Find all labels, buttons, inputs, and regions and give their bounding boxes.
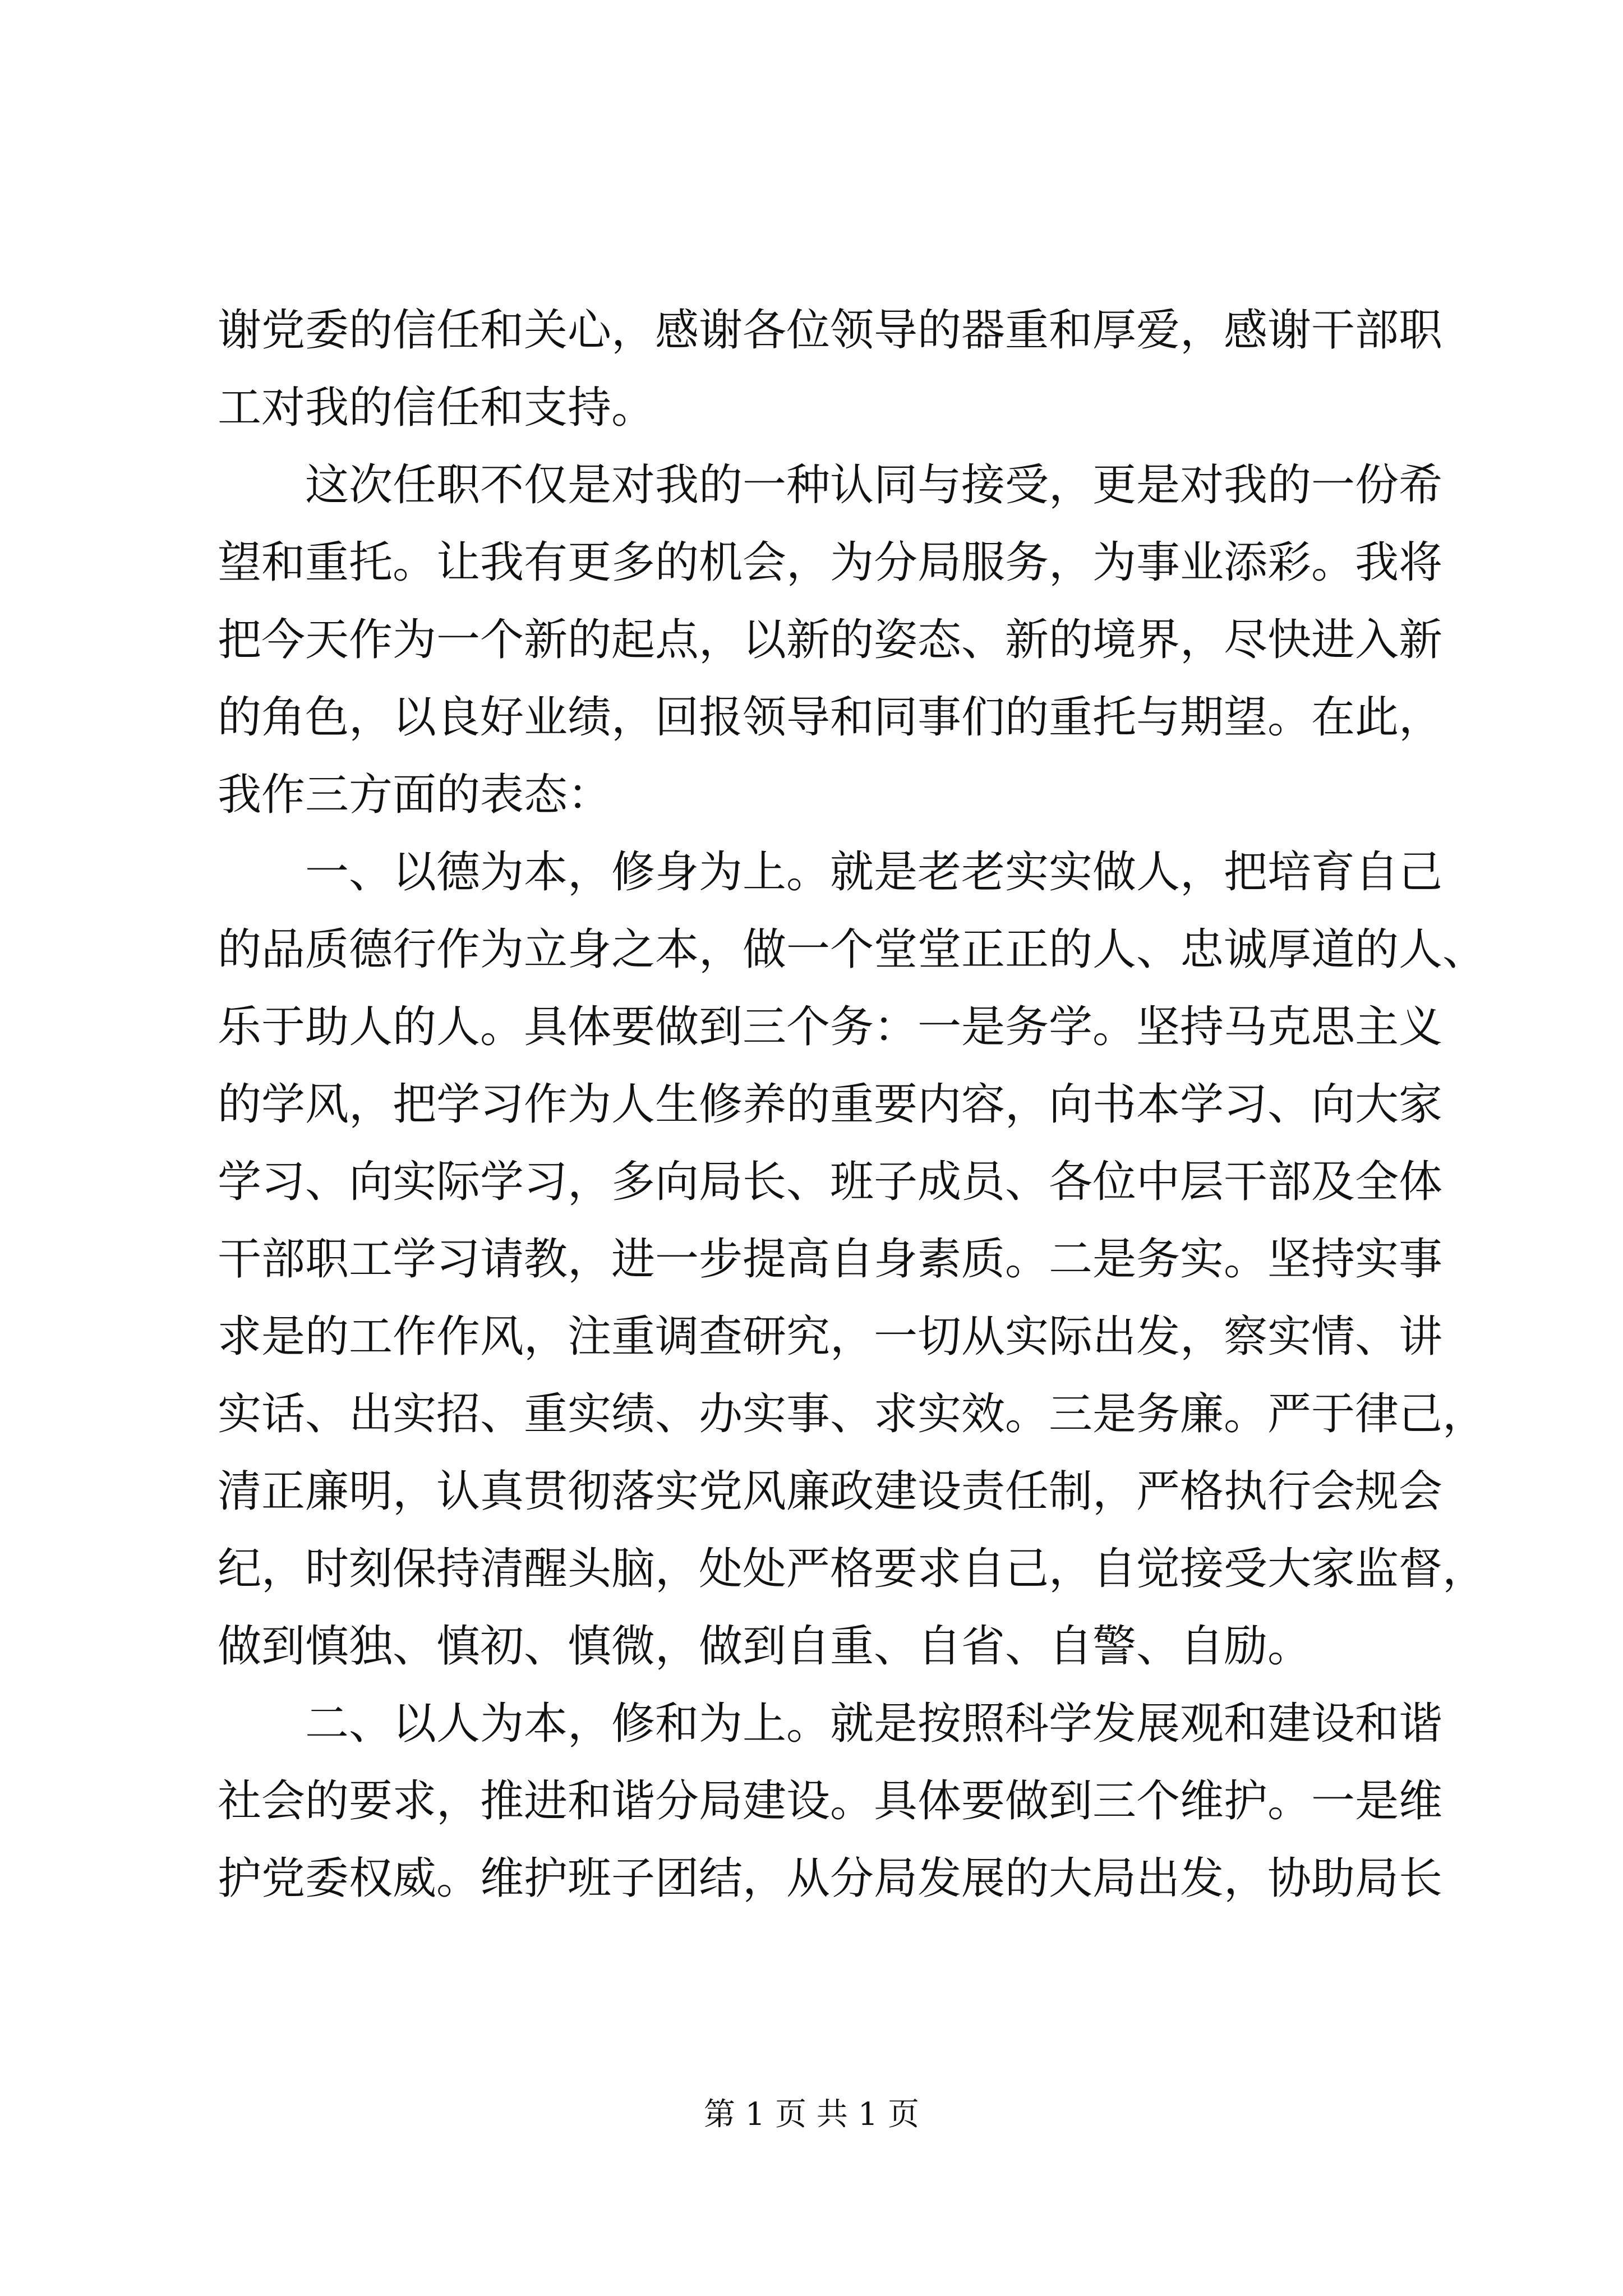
paragraph-line: 这次任职不仅是对我的一种认同与接受，更是对我的一份希 xyxy=(305,460,1443,510)
paragraph-line: 谢党委的信任和关心，感谢各位领导的器重和厚爱，感谢干部职 xyxy=(218,305,1443,356)
paragraph-line: 的学风，把学习作为人生修养的重要内容，向书本学习、向大家 xyxy=(218,1079,1443,1130)
paragraph-line: 一、以德为本，修身为上。就是老老实实做人，把培育自己 xyxy=(305,847,1443,898)
paragraph-line: 我作三方面的表态： xyxy=(218,770,612,820)
paragraph-line: 清正廉明，认真贯彻落实党风廉政建设责任制，严格执行会规会 xyxy=(218,1466,1443,1517)
paragraph-line: 学习、向实际学习，多向局长、班子成员、各位中层干部及全体 xyxy=(218,1157,1443,1207)
page-footer xyxy=(0,2092,1623,2137)
paragraph-line: 的角色，以良好业绩，回报领导和同事们的重托与期望。在此， xyxy=(218,692,1443,743)
paragraph-line: 工对我的信任和支持。 xyxy=(218,383,656,433)
paragraph-line: 望和重托。让我有更多的机会，为分局服务，为事业添彩。我将 xyxy=(218,537,1443,588)
page-number: 第 1 页 共 1 页 xyxy=(703,2096,920,2133)
paragraph-line: 求是的工作作风，注重调查研究，一切从实际出发，察实情、讲 xyxy=(218,1312,1443,1362)
paragraph-line: 实话、出实招、重实绩、办实事、求实效。三是务廉。严于律己， xyxy=(218,1389,1487,1439)
paragraph-line: 的品质德行作为立身之本，做一个堂堂正正的人、忠诚厚道的人、 xyxy=(218,924,1487,975)
paragraph-line: 二、以人为本，修和为上。就是按照科学发展观和建设和谐 xyxy=(305,1699,1443,1749)
document-body xyxy=(218,292,1487,1917)
paragraph-line: 干部职工学习请教，进一步提高自身素质。二是务实。坚持实事 xyxy=(218,1234,1443,1285)
paragraph-line: 社会的要求，推进和谐分局建设。具体要做到三个维护。一是维 xyxy=(218,1776,1443,1826)
paragraph-line: 把今天作为一个新的起点，以新的姿态、新的境界，尽快进入新 xyxy=(218,615,1443,665)
paragraph-line: 做到慎独、慎初、慎微，做到自重、自省、自警、自励。 xyxy=(218,1621,1312,1672)
paragraph-line: 乐于助人的人。具体要做到三个务：一是务学。坚持马克思主义 xyxy=(218,1002,1443,1052)
paragraph-line: 纪，时刻保持清醒头脑，处处严格要求自己，自觉接受大家监督， xyxy=(218,1544,1487,1594)
paragraph-line: 护党委权威。维护班子团结，从分局发展的大局出发，协助局长 xyxy=(218,1853,1443,1904)
